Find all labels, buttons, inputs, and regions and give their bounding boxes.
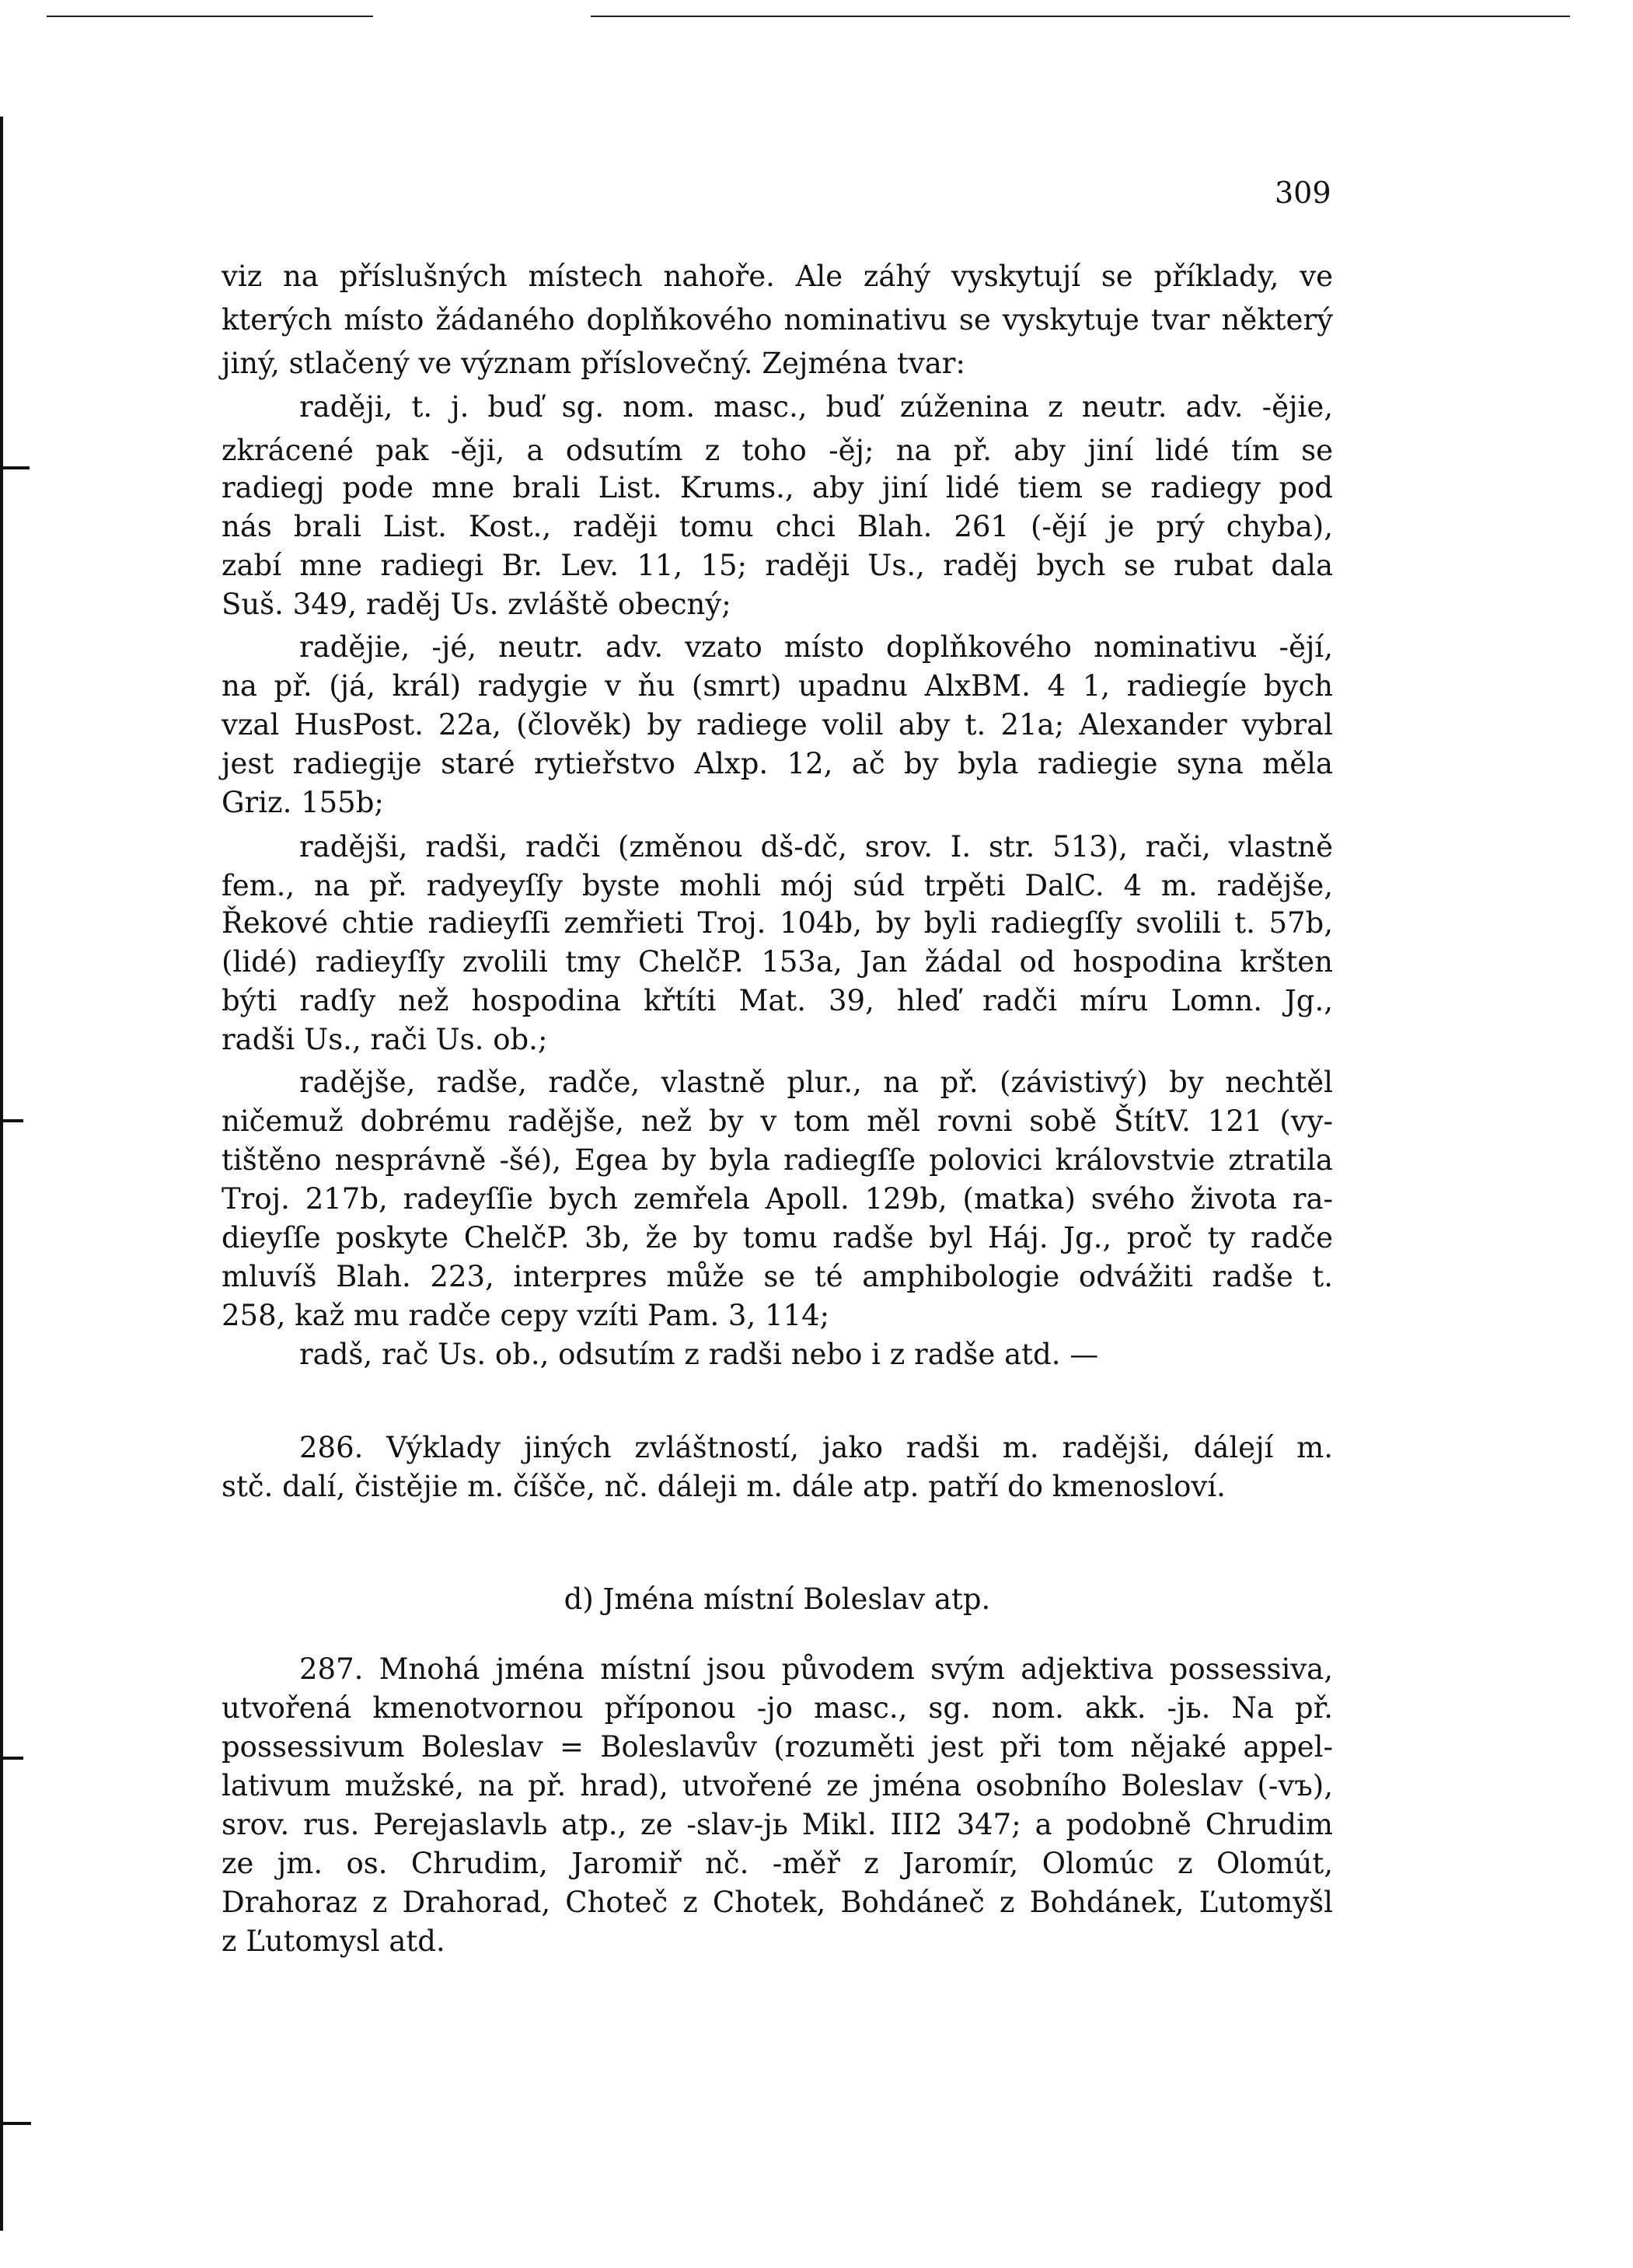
text-line: dieyſſe poskyte ChelčP. 3b, že by tomu radše byl Háj. Jg., proč ty radče: [222, 1221, 1333, 1254]
text-line: possessivum Boleslav = Boleslavův (rozuměti jest při tom nějaké appel-: [222, 1730, 1333, 1764]
text-line: Suš. 349, raděj Us. zvláště obecný;: [222, 588, 731, 621]
text-line: raději, t. j. buď sg. nom. masc., buď zúženina z neutr. adv. -ějie,: [299, 390, 1333, 424]
text-line: Drahoraz z Drahorad, Choteč z Chotek, Bohdáneč z Bohdánek, Ľutomyšl: [222, 1886, 1333, 1919]
text-line: viz na příslušných místech nahoře. Ale záhý vyskytují se příklady, ve: [222, 260, 1333, 293]
text-line: 258, kaž mu radče cepy vzíti Pam. 3, 114;: [222, 1299, 830, 1332]
text-line: lativum mužské, na př. hrad), utvořené ze jména osobního Boleslav (-vъ),: [222, 1769, 1333, 1802]
text-line: radš, rač Us. ob., odsutím z radši nebo i z radše atd. —: [299, 1338, 1099, 1371]
text-line: fem., na př. radyeyſſy byste mohli mój súd trpěti DalC. 4 m. radějše,: [222, 869, 1333, 902]
text-line: kterých místo žádaného doplňkového nominativu se vyskytuje tvar některý: [222, 303, 1333, 337]
scan-mark: [0, 1119, 23, 1122]
scan-mark: [0, 1757, 23, 1760]
page-number: 309: [1275, 176, 1331, 210]
scan-edge-line: [591, 16, 1570, 17]
text-line: ničemuž dobrému radějše, než by v tom měl rovni sobě ŠtítV. 121 (vy-: [222, 1104, 1333, 1138]
text-line: Troj. 217b, radeyſſie bych zemřela Apoll. 129b, (matka) svého života ra-: [222, 1182, 1333, 1216]
text-line: tištěno nesprávně -šé), Egea by byla radiegſſe polovici královstvie ztratila: [222, 1143, 1333, 1177]
text-line: zabí mne radiegi Br. Lev. 11, 15; raději Us., raděj bych se rubat dala: [222, 549, 1333, 582]
text-line: Řekové chtie radieyſſi zemřieti Troj. 104b, by byli radiegſſy svolili t. 57b,: [222, 906, 1333, 940]
text-line: radějši, radši, radči (změnou dš-dč, srov. I. str. 513), rači, vlastně: [299, 830, 1333, 864]
text-line: radiegj pode mne brali List. Krums., aby jiní lidé tiem se radiegy pod: [222, 471, 1333, 504]
section-heading: d) Jména místní Boleslav atp.: [564, 1582, 991, 1616]
text-line: Griz. 155b;: [222, 786, 384, 819]
scan-edge-line: [47, 16, 373, 17]
scan-mark: [0, 466, 30, 469]
text-line: utvořená kmenotvornou příponou -jo masc., sg. nom. akk. -jь. Na př.: [222, 1691, 1333, 1725]
scan-binding-edge: [0, 117, 3, 2231]
text-line: srov. rus. Perejaslavlь atp., ze -slav-jь Mikl. III2 347; a podobně Chrudim: [222, 1808, 1333, 1841]
text-line: stč. dalí, čistějie m. číšče, nč. dáleji m. dále atp. patří do kmenosloví.: [222, 1470, 1226, 1503]
text-line: mluvíš Blah. 223, interpres může se té amphibologie odvážiti radše t.: [222, 1260, 1333, 1293]
text-line: z Ľutomysl atd.: [222, 1924, 445, 1958]
text-line: nás brali List. Kost., raději tomu chci Blah. 261 (-ějí je prý chyba),: [222, 510, 1333, 543]
text-line: radějie, -jé, neutr. adv. vzato místo doplňkového nominativu -ějí,: [299, 630, 1333, 664]
text-line: radějše, radše, radče, vlastně plur., na př. (závistivý) by nechtěl: [299, 1066, 1333, 1099]
text-line: ze jm. os. Chrudim, Jaromiř nč. -měř z Jaromír, Olomúc z Olomút,: [222, 1847, 1333, 1880]
text-line: vzal HusPost. 22a, (člověk) by radiege volil aby t. 21a; Alexander vybral: [222, 708, 1333, 741]
text-line: zkrácené pak -ěji, a odsutím z toho -ěj; na př. aby jiní lidé tím se: [222, 434, 1333, 467]
text-line: na př. (já, král) radygie v ňu (smrt) upadnu AlxBM. 4 1, radiegíe bych: [222, 669, 1333, 703]
text-line: jiný, stlačený ve význam příslovečný. Zejména tvar:: [222, 347, 965, 380]
text-line: 287. Mnohá jména místní jsou původem svým adjektiva possessiva,: [299, 1652, 1333, 1686]
text-line: (lidé) radieyſſy zvolili tmy ChelčP. 153a, Jan žádal od hospodina kršten: [222, 945, 1333, 979]
text-line: 286. Výklady jiných zvláštností, jako radši m. radějši, dálejí m.: [299, 1431, 1333, 1464]
text-line: býti radſy než hospodina křtíti Mat. 39, hleď radči míru Lomn. Jg.,: [222, 984, 1333, 1017]
text-line: jest radiegije staré rytieřstvo Alxp. 12, ač by byla radiegie syna měla: [222, 747, 1333, 780]
scan-mark: [0, 2122, 31, 2125]
text-line: radši Us., rači Us. ob.;: [222, 1023, 548, 1056]
